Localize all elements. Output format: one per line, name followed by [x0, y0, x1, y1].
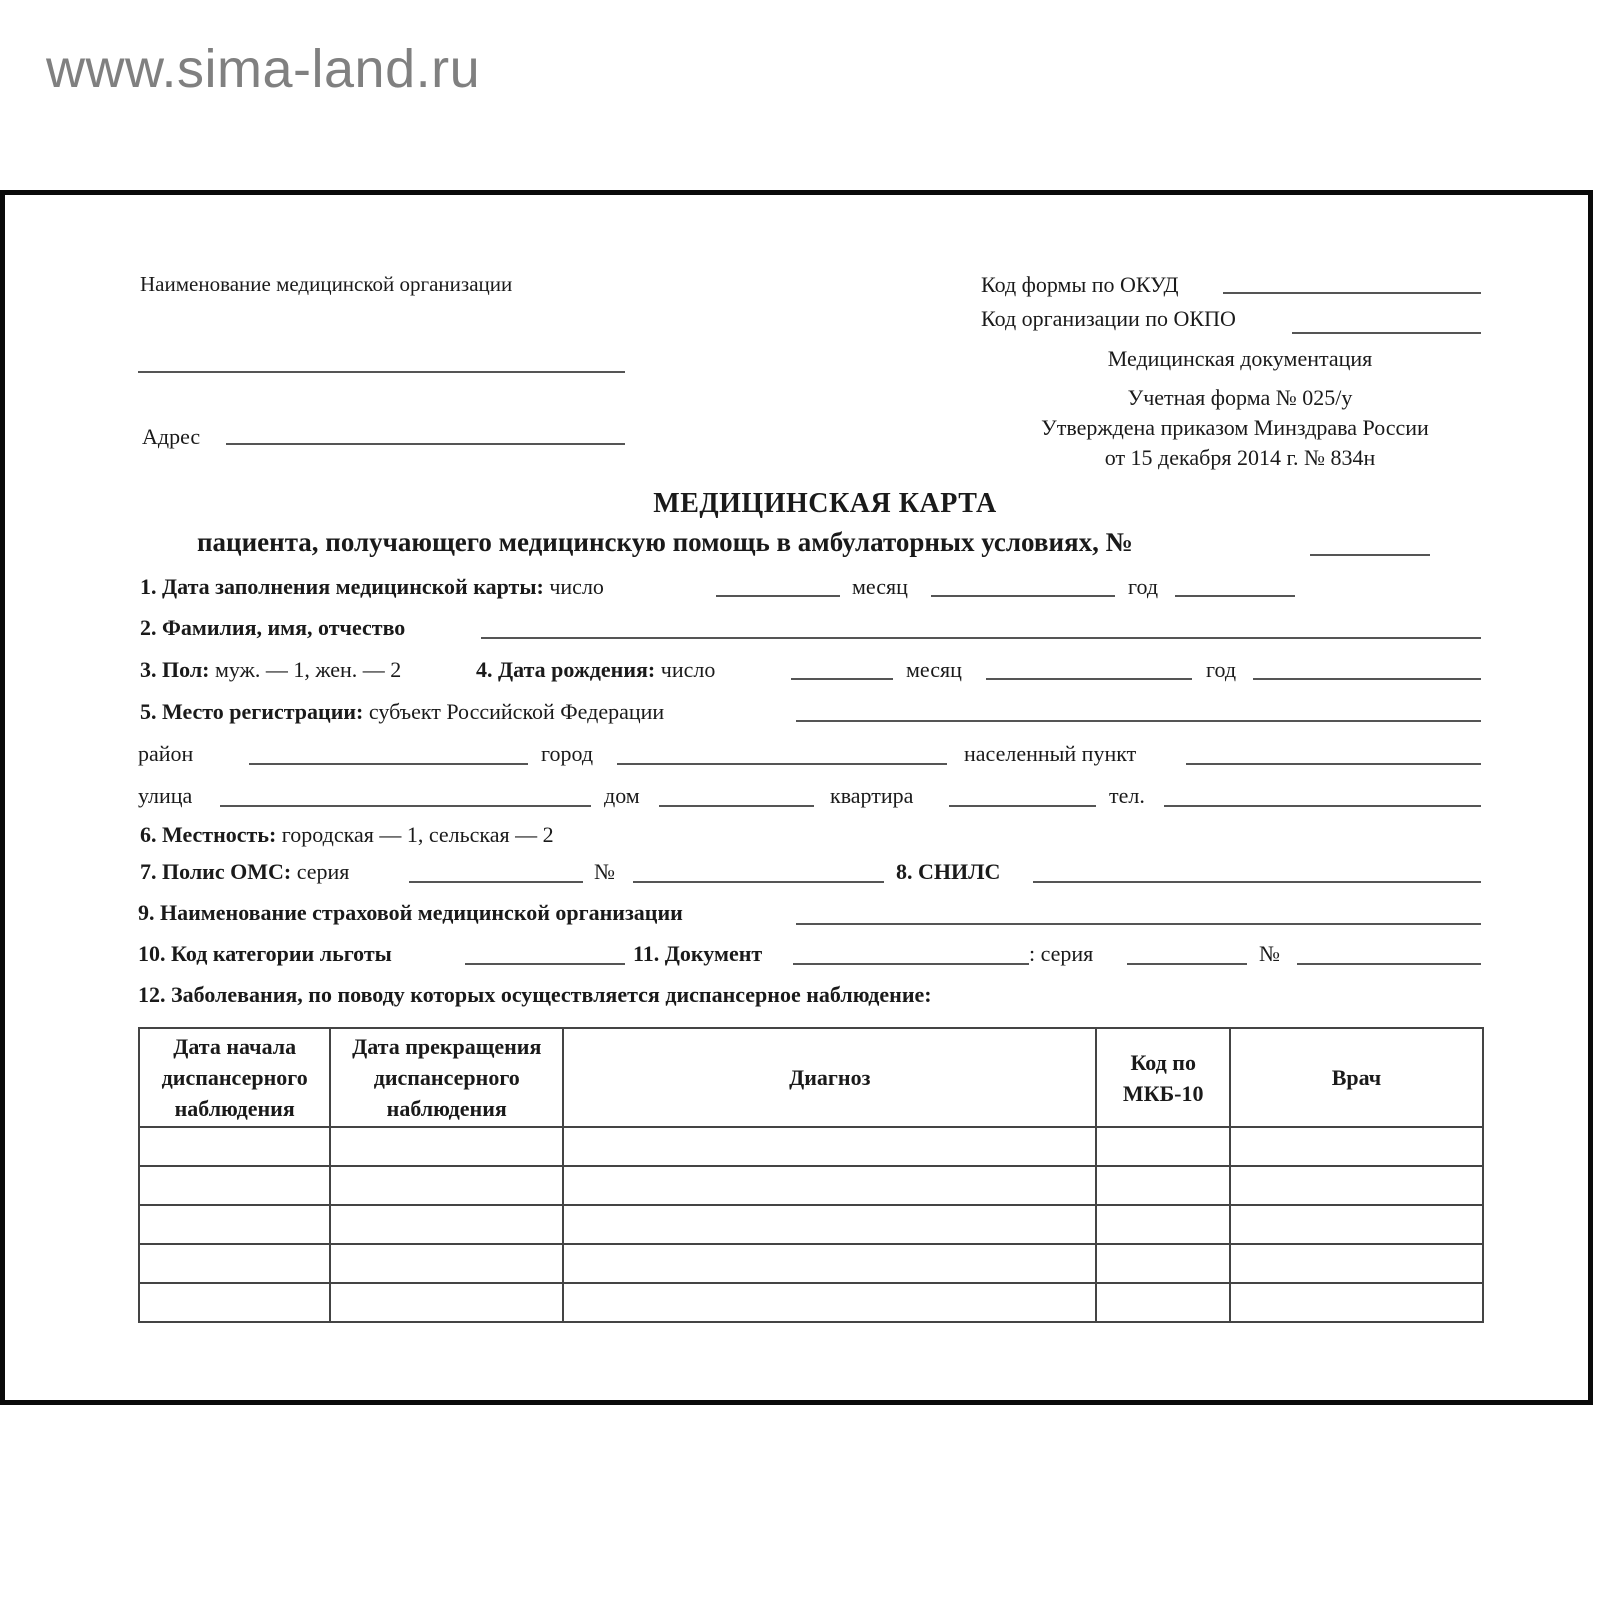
f4-year-label: год [1206, 657, 1237, 682]
cell[interactable] [330, 1166, 563, 1205]
street-label: улица [138, 783, 193, 808]
f10-field[interactable] [465, 963, 625, 965]
f4-day-label: число [660, 657, 716, 682]
watermark-url: www.sima-land.ru [46, 39, 481, 99]
cell[interactable] [1230, 1166, 1483, 1205]
f7-number-label: № [594, 859, 615, 884]
approved-date: от 15 декабря 2014 г. № 834н [1104, 445, 1376, 470]
f3-label: 3. Пол: [140, 657, 210, 682]
city-field[interactable] [617, 763, 947, 765]
f7-label: 7. Полис ОМС: [140, 859, 292, 884]
cell[interactable] [563, 1127, 1096, 1166]
address-label: Адрес [142, 424, 201, 449]
cell[interactable] [563, 1205, 1096, 1244]
cell[interactable] [1096, 1283, 1229, 1322]
cell[interactable] [330, 1205, 563, 1244]
cell[interactable] [1230, 1205, 1483, 1244]
col-icd10: Код по МКБ-10 [1096, 1028, 1229, 1127]
page-subtitle: пациента, получающего медицинскую помощь в амбулаторных условиях, № [197, 527, 1133, 557]
okud-label: Код формы по ОКУД [981, 272, 1179, 297]
house-field[interactable] [659, 805, 814, 807]
f12-label: 12. Заболевания, по поводу которых осуществляется диспансерное наблюдение: [138, 982, 932, 1007]
city-label: город [541, 741, 594, 766]
f7-series-field[interactable] [409, 881, 583, 883]
district-label: район [138, 741, 194, 766]
apartment-label: квартира [830, 783, 914, 808]
cell[interactable] [330, 1283, 563, 1322]
col-diagnosis: Диагноз [563, 1028, 1096, 1127]
f4-day-field[interactable] [791, 678, 893, 680]
cell[interactable] [1096, 1166, 1229, 1205]
f1-label: 1. Дата заполнения медицинской карты: [140, 574, 544, 599]
apartment-field[interactable] [949, 805, 1096, 807]
cell[interactable] [330, 1127, 563, 1166]
col-doctor: Врач [1230, 1028, 1483, 1127]
cell[interactable] [1096, 1205, 1229, 1244]
cell[interactable] [1230, 1127, 1483, 1166]
f1-month-label: месяц [852, 574, 908, 599]
cell[interactable] [1230, 1283, 1483, 1322]
dispensary-table [138, 1027, 1484, 1323]
f1-month-field[interactable] [931, 595, 1115, 597]
okpo-label: Код организации по ОКПО [981, 306, 1236, 331]
f10-label: 10. Код категории льготы [138, 941, 392, 966]
table-row [139, 1127, 1483, 1166]
f9-insurer-field[interactable] [796, 923, 1481, 925]
address-field[interactable] [226, 443, 625, 445]
cell[interactable] [563, 1244, 1096, 1283]
table-row [139, 1244, 1483, 1283]
f8-snils-field[interactable] [1033, 881, 1481, 883]
form-number: Учетная форма № 025/у [1127, 385, 1353, 410]
f11-number-label: № [1259, 941, 1280, 966]
district-field[interactable] [249, 763, 528, 765]
col-start-date: Дата начала диспансерного наблюдения [139, 1028, 330, 1127]
table-row [139, 1166, 1483, 1205]
f1-year-label: год [1128, 574, 1159, 599]
table-row [139, 1283, 1483, 1322]
f5-label: 5. Место регистрации: [140, 699, 364, 724]
f4-label: 4. Дата рождения: [476, 657, 656, 682]
page-title: МЕДИЦИНСКАЯ КАРТА [653, 488, 997, 519]
f4-month-field[interactable] [986, 678, 1192, 680]
f6-label: 6. Местность: [140, 822, 277, 847]
locality-label: населенный пункт [964, 741, 1137, 766]
f9-label: 9. Наименование страховой медицинской организации [138, 900, 683, 925]
card-number-field[interactable] [1310, 554, 1430, 556]
f11-number-field[interactable] [1297, 963, 1481, 965]
cell[interactable] [139, 1127, 330, 1166]
cell[interactable] [139, 1244, 330, 1283]
f1-day-label: число [549, 574, 604, 599]
okud-field[interactable] [1223, 292, 1481, 294]
cell[interactable] [330, 1244, 563, 1283]
cell[interactable] [563, 1283, 1096, 1322]
doc-type: Медицинская документация [1107, 346, 1373, 371]
f11-series-field[interactable] [1127, 963, 1247, 965]
f1-year-field[interactable] [1175, 595, 1295, 597]
cell[interactable] [563, 1166, 1096, 1205]
f1-day-field[interactable] [716, 595, 840, 597]
f11-document-field[interactable] [793, 963, 1029, 965]
table-row [139, 1205, 1483, 1244]
f2-fio-field[interactable] [481, 637, 1481, 639]
cell[interactable] [139, 1166, 330, 1205]
f11-series-label: : серия [1029, 941, 1094, 966]
f8-label: 8. СНИЛС [896, 859, 1001, 884]
table-header-row [139, 1028, 1483, 1127]
cell[interactable] [139, 1283, 330, 1322]
f7-number-field[interactable] [633, 881, 884, 883]
locality-field[interactable] [1186, 763, 1481, 765]
org-name-field[interactable] [138, 371, 625, 373]
f3-values: муж. — 1, жен. — 2 [215, 657, 402, 682]
phone-field[interactable] [1164, 805, 1481, 807]
org-name-label: Наименование медицинской организации [140, 272, 513, 296]
phone-label: тел. [1109, 783, 1145, 808]
cell[interactable] [1096, 1244, 1229, 1283]
f4-month-label: месяц [906, 657, 962, 682]
f6-values: городская — 1, сельская — 2 [281, 822, 554, 847]
f2-label: 2. Фамилия, имя, отчество [140, 615, 406, 640]
f5-subject-label: субъект Российской Федерации [368, 699, 665, 724]
street-field[interactable] [220, 805, 591, 807]
f11-label: 11. Документ [633, 941, 763, 966]
f7-series-label: серия [296, 859, 350, 884]
col-end-date: Дата прекращения диспансерного наблюдения [330, 1028, 563, 1127]
cell[interactable] [1096, 1127, 1229, 1166]
approved-by: Утверждена приказом Минздрава России [1041, 415, 1429, 440]
okpo-field[interactable] [1292, 332, 1481, 334]
house-label: дом [604, 783, 640, 808]
cell[interactable] [1230, 1244, 1483, 1283]
f4-year-field[interactable] [1253, 678, 1481, 680]
f5-subject-field[interactable] [796, 720, 1481, 722]
cell[interactable] [139, 1205, 330, 1244]
